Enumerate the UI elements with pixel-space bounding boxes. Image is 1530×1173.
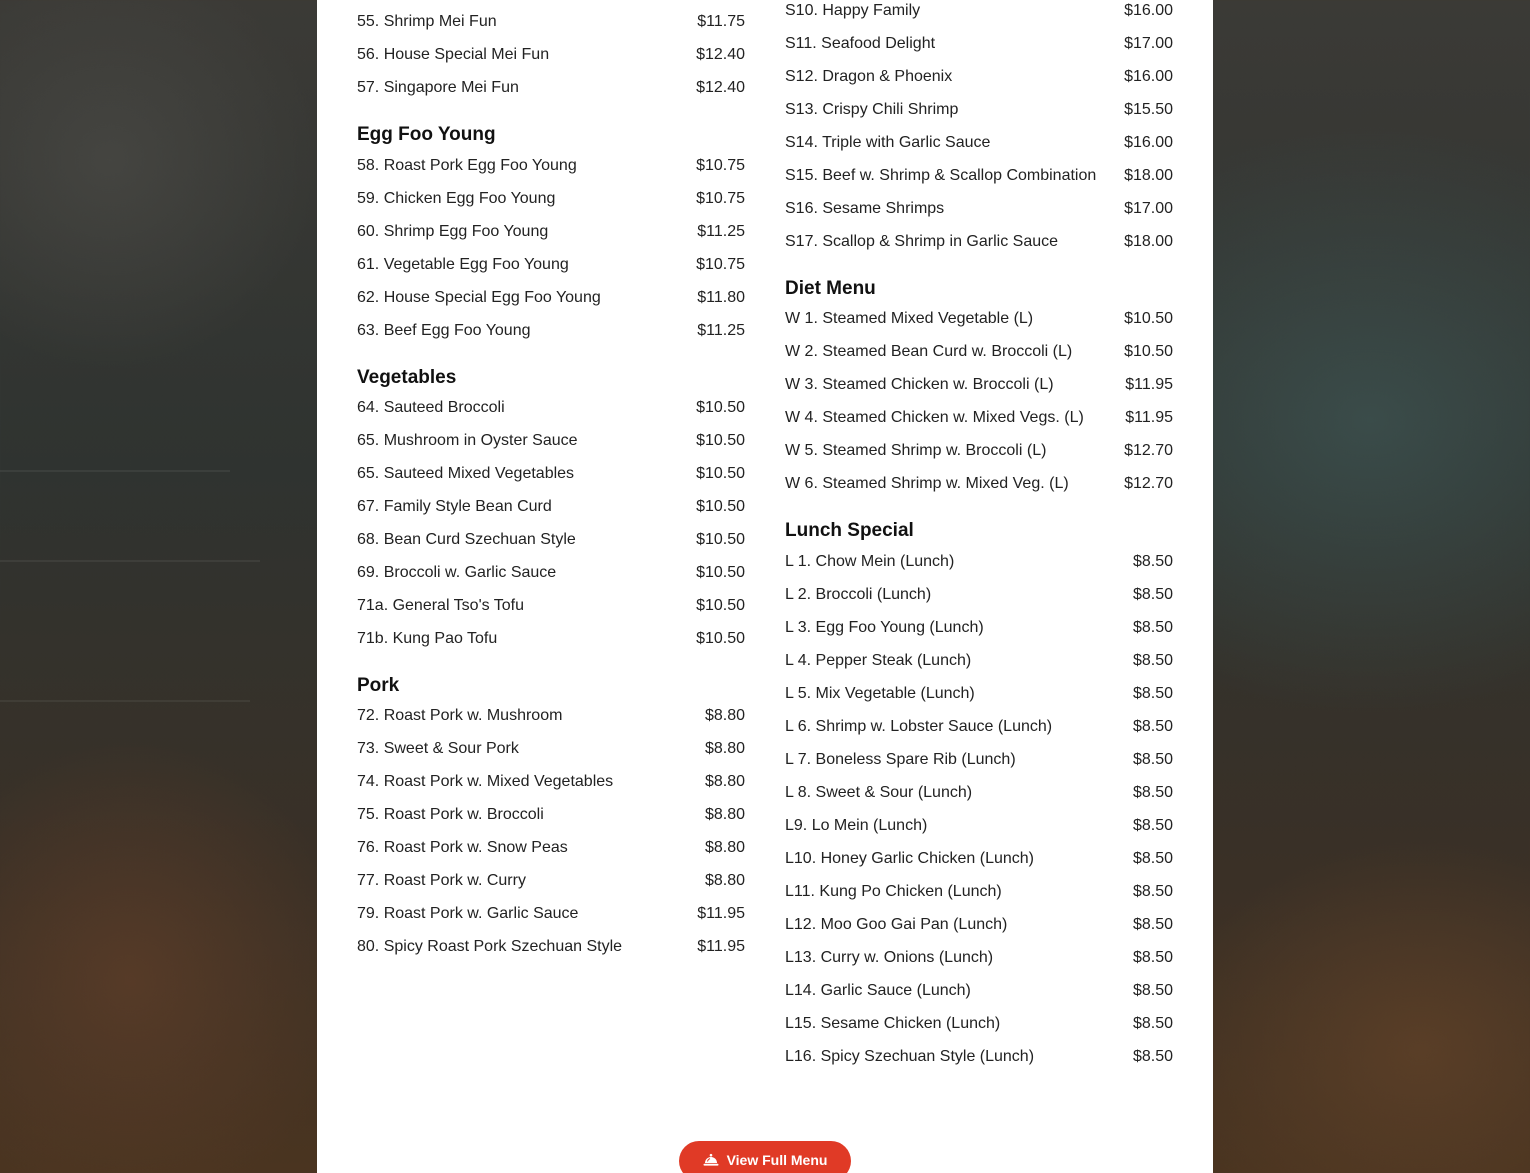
menu-item-name: 80. Spicy Roast Pork Szechuan Style xyxy=(357,938,623,955)
menu-item-price: $11.95 xyxy=(697,938,745,955)
menu-item-name: S16. Sesame Shrimps xyxy=(785,200,945,217)
menu-item-name: L 3. Egg Foo Young (Lunch) xyxy=(785,619,984,636)
menu-item-price: $8.80 xyxy=(704,806,745,823)
menu-item-price: $8.50 xyxy=(1132,949,1173,966)
menu-item-name: 68. Bean Curd Szechuan Style xyxy=(357,531,576,548)
menu-item xyxy=(357,463,745,485)
menu-item xyxy=(357,320,745,342)
menu-item xyxy=(785,198,1173,220)
menu-item-name: L14. Garlic Sauce (Lunch) xyxy=(785,982,971,999)
menu-item-name: S10. Happy Family xyxy=(785,2,921,19)
menu-item-price: $8.80 xyxy=(704,707,745,724)
menu-item-name: 58. Roast Pork Egg Foo Young xyxy=(357,157,577,174)
menu-item xyxy=(785,1046,1173,1068)
menu-item-price: $10.50 xyxy=(1124,310,1173,327)
menu-item-price: $8.50 xyxy=(1132,916,1173,933)
menu-item-name: 75. Roast Pork w. Broccoli xyxy=(357,806,544,823)
menu-item xyxy=(785,99,1173,121)
menu-item xyxy=(785,782,1173,804)
menu-item-price: $8.50 xyxy=(1132,982,1173,999)
menu-item-price: $8.80 xyxy=(704,872,745,889)
section-title-egg-foo-young: Egg Foo Young xyxy=(357,124,496,145)
menu-item xyxy=(357,287,745,309)
menu-item xyxy=(357,188,745,210)
menu-item-name: S15. Beef w. Shrimp & Scallop Combination xyxy=(785,167,1097,184)
menu-item-price: $10.50 xyxy=(696,564,745,581)
menu-item-name: S17. Scallop & Shrimp in Garlic Sauce xyxy=(785,233,1059,250)
menu-item xyxy=(357,77,745,99)
menu-item xyxy=(357,837,745,859)
menu-item-name: S11. Seafood Delight xyxy=(785,35,936,52)
menu-item xyxy=(785,980,1173,1002)
menu-item-price: $12.40 xyxy=(696,79,745,96)
menu-item xyxy=(785,881,1173,903)
menu-item xyxy=(357,936,745,958)
menu-item xyxy=(785,66,1173,88)
menu-item-name: S13. Crispy Chili Shrimp xyxy=(785,101,959,118)
menu-item-name: L15. Sesame Chicken (Lunch) xyxy=(785,1015,1001,1032)
menu-item-price: $11.95 xyxy=(1125,409,1173,426)
menu-panel xyxy=(317,0,1213,1173)
menu-item xyxy=(785,1013,1173,1035)
menu-item-price: $11.80 xyxy=(697,289,745,306)
menu-item xyxy=(785,33,1173,55)
menu-item-price: $8.50 xyxy=(1132,1015,1173,1032)
menu-item-name: L11. Kung Po Chicken (Lunch) xyxy=(785,883,1002,900)
menu-item-price: $8.50 xyxy=(1132,718,1173,735)
menu-item-name: 65. Sauteed Mixed Vegetables xyxy=(357,465,575,482)
menu-item-name: W 1. Steamed Mixed Vegetable (L) xyxy=(785,310,1034,327)
menu-item-name: L 5. Mix Vegetable (Lunch) xyxy=(785,685,975,702)
menu-item-price: $8.80 xyxy=(704,740,745,757)
section-title-diet-menu: Diet Menu xyxy=(785,278,876,299)
menu-item xyxy=(357,221,745,243)
menu-item-name: W 3. Steamed Chicken w. Broccoli (L) xyxy=(785,376,1054,393)
menu-item xyxy=(357,903,745,925)
menu-item xyxy=(785,473,1173,495)
menu-item-price: $11.95 xyxy=(697,905,745,922)
menu-item-price: $12.70 xyxy=(1124,442,1173,459)
menu-item-price: $8.80 xyxy=(704,773,745,790)
menu-item xyxy=(785,341,1173,363)
menu-item-name: 55. Shrimp Mei Fun xyxy=(357,13,497,30)
menu-item-price: $17.00 xyxy=(1124,200,1173,217)
menu-item-price: $10.50 xyxy=(1124,343,1173,360)
menu-item-price: $16.00 xyxy=(1124,2,1173,19)
menu-item-price: $8.50 xyxy=(1132,883,1173,900)
menu-item-name: 69. Broccoli w. Garlic Sauce xyxy=(357,564,557,581)
background-texture xyxy=(0,700,250,702)
menu-item-name: L 6. Shrimp w. Lobster Sauce (Lunch) xyxy=(785,718,1053,735)
menu-item-price: $8.50 xyxy=(1132,685,1173,702)
background-texture xyxy=(0,470,230,472)
menu-item-price: $8.80 xyxy=(704,839,745,856)
menu-item xyxy=(357,595,745,617)
menu-item xyxy=(357,738,745,760)
menu-item xyxy=(785,374,1173,396)
menu-item xyxy=(785,308,1173,330)
menu-item xyxy=(785,551,1173,573)
menu-item-name: 72. Roast Pork w. Mushroom xyxy=(357,707,563,724)
menu-item xyxy=(357,397,745,419)
menu-item-name: W 2. Steamed Bean Curd w. Broccoli (L) xyxy=(785,343,1073,360)
menu-item xyxy=(357,771,745,793)
menu-item-price: $17.00 xyxy=(1124,35,1173,52)
menu-item xyxy=(357,562,745,584)
menu-item-price: $12.40 xyxy=(696,46,745,63)
menu-item-name: W 5. Steamed Shrimp w. Broccoli (L) xyxy=(785,442,1047,459)
menu-item xyxy=(785,650,1173,672)
menu-item xyxy=(785,947,1173,969)
menu-item xyxy=(357,804,745,826)
menu-item-name: 62. House Special Egg Foo Young xyxy=(357,289,601,306)
menu-item-price: $18.00 xyxy=(1124,233,1173,250)
menu-item-name: S12. Dragon & Phoenix xyxy=(785,68,953,85)
menu-item-price: $8.50 xyxy=(1132,850,1173,867)
menu-item-name: L 8. Sweet & Sour (Lunch) xyxy=(785,784,973,801)
menu-item-name: 79. Roast Pork w. Garlic Sauce xyxy=(357,905,579,922)
menu-item-price: $10.75 xyxy=(696,190,745,207)
menu-item-name: W 6. Steamed Shrimp w. Mixed Veg. (L) xyxy=(785,475,1069,492)
menu-item xyxy=(785,914,1173,936)
menu-item xyxy=(785,815,1173,837)
menu-item-price: $11.75 xyxy=(697,13,745,30)
menu-item xyxy=(785,584,1173,606)
menu-item xyxy=(357,430,745,452)
menu-item xyxy=(785,749,1173,771)
menu-item xyxy=(357,705,745,727)
menu-item-price: $10.75 xyxy=(696,256,745,273)
menu-item-name: L 4. Pepper Steak (Lunch) xyxy=(785,652,972,669)
menu-item-price: $15.50 xyxy=(1124,101,1173,118)
menu-item-name: L 2. Broccoli (Lunch) xyxy=(785,586,932,603)
menu-item-price: $10.50 xyxy=(696,531,745,548)
section-title-vegetables: Vegetables xyxy=(357,367,457,388)
menu-item-name: 57. Singapore Mei Fun xyxy=(357,79,519,96)
menu-item-name: 61. Vegetable Egg Foo Young xyxy=(357,256,569,273)
menu-item-price: $8.50 xyxy=(1132,784,1173,801)
menu-item-name: L9. Lo Mein (Lunch) xyxy=(785,817,928,834)
menu-item-price: $16.00 xyxy=(1124,68,1173,85)
menu-item-price: $10.50 xyxy=(696,432,745,449)
menu-item xyxy=(357,11,745,33)
menu-item-name: 77. Roast Pork w. Curry xyxy=(357,872,526,889)
view-full-menu-label: View Full Menu xyxy=(726,1152,828,1168)
background-texture xyxy=(0,560,260,562)
menu-item-price: $10.75 xyxy=(696,157,745,174)
menu-item-name: L 7. Boneless Spare Rib (Lunch) xyxy=(785,751,1016,768)
menu-item-name: L13. Curry w. Onions (Lunch) xyxy=(785,949,994,966)
menu-item-name: 74. Roast Pork w. Mixed Vegetables xyxy=(357,773,614,790)
menu-item-price: $12.70 xyxy=(1124,475,1173,492)
menu-item-name: 71a. General Tso's Tofu xyxy=(357,597,525,614)
menu-item-price: $8.50 xyxy=(1132,619,1173,636)
menu-item-name: L16. Spicy Szechuan Style (Lunch) xyxy=(785,1048,1035,1065)
menu-item-name: 67. Family Style Bean Curd xyxy=(357,498,552,515)
menu-item xyxy=(785,716,1173,738)
menu-item-name: 65. Mushroom in Oyster Sauce xyxy=(357,432,578,449)
menu-item-name: 63. Beef Egg Foo Young xyxy=(357,322,531,339)
menu-item-price: $11.25 xyxy=(697,223,745,240)
menu-item xyxy=(785,165,1173,187)
menu-item-name: 56. House Special Mei Fun xyxy=(357,46,550,63)
menu-item xyxy=(785,231,1173,253)
menu-item xyxy=(357,628,745,650)
view-full-menu-button[interactable] xyxy=(679,1141,851,1173)
menu-item-name: 71b. Kung Pao Tofu xyxy=(357,630,498,647)
menu-item-name: W 4. Steamed Chicken w. Mixed Vegs. (L) xyxy=(785,409,1084,426)
menu-item-price: $10.50 xyxy=(696,399,745,416)
menu-item-price: $8.50 xyxy=(1132,586,1173,603)
menu-item xyxy=(785,617,1173,639)
menu-item-name: 64. Sauteed Broccoli xyxy=(357,399,505,416)
menu-item-name: 59. Chicken Egg Foo Young xyxy=(357,190,556,207)
menu-item xyxy=(357,529,745,551)
menu-item-name: L10. Honey Garlic Chicken (Lunch) xyxy=(785,850,1035,867)
menu-item-name: 60. Shrimp Egg Foo Young xyxy=(357,223,549,240)
menu-item xyxy=(785,407,1173,429)
menu-item-price: $8.50 xyxy=(1132,1048,1173,1065)
menu-item xyxy=(357,44,745,66)
menu-item-price: $10.50 xyxy=(696,465,745,482)
menu-item-price: $18.00 xyxy=(1124,167,1173,184)
menu-item xyxy=(785,132,1173,154)
cloche-icon xyxy=(703,1153,719,1167)
menu-item-name: L 1. Chow Mein (Lunch) xyxy=(785,553,955,570)
menu-item-price: $10.50 xyxy=(696,597,745,614)
menu-item-name: S14. Triple with Garlic Sauce xyxy=(785,134,991,151)
menu-item-name: 76. Roast Pork w. Snow Peas xyxy=(357,839,568,856)
menu-item-price: $8.50 xyxy=(1132,751,1173,768)
menu-item-price: $10.50 xyxy=(696,630,745,647)
menu-item xyxy=(785,848,1173,870)
menu-item-price: $11.25 xyxy=(697,322,745,339)
menu-item-name: L12. Moo Goo Gai Pan (Lunch) xyxy=(785,916,1008,933)
menu-item xyxy=(785,440,1173,462)
menu-item-price: $8.50 xyxy=(1132,817,1173,834)
menu-item-price: $10.50 xyxy=(696,498,745,515)
menu-item xyxy=(785,0,1173,22)
menu-item xyxy=(785,683,1173,705)
menu-item xyxy=(357,254,745,276)
menu-item-price: $8.50 xyxy=(1132,553,1173,570)
section-title-lunch-special: Lunch Special xyxy=(785,520,914,541)
menu-item xyxy=(357,870,745,892)
section-title-pork: Pork xyxy=(357,675,400,696)
menu-item-price: $8.50 xyxy=(1132,652,1173,669)
menu-item xyxy=(357,155,745,177)
menu-item-price: $11.95 xyxy=(1125,376,1173,393)
menu-item xyxy=(357,496,745,518)
menu-item-price: $16.00 xyxy=(1124,134,1173,151)
menu-item-name: 73. Sweet & Sour Pork xyxy=(357,740,519,757)
